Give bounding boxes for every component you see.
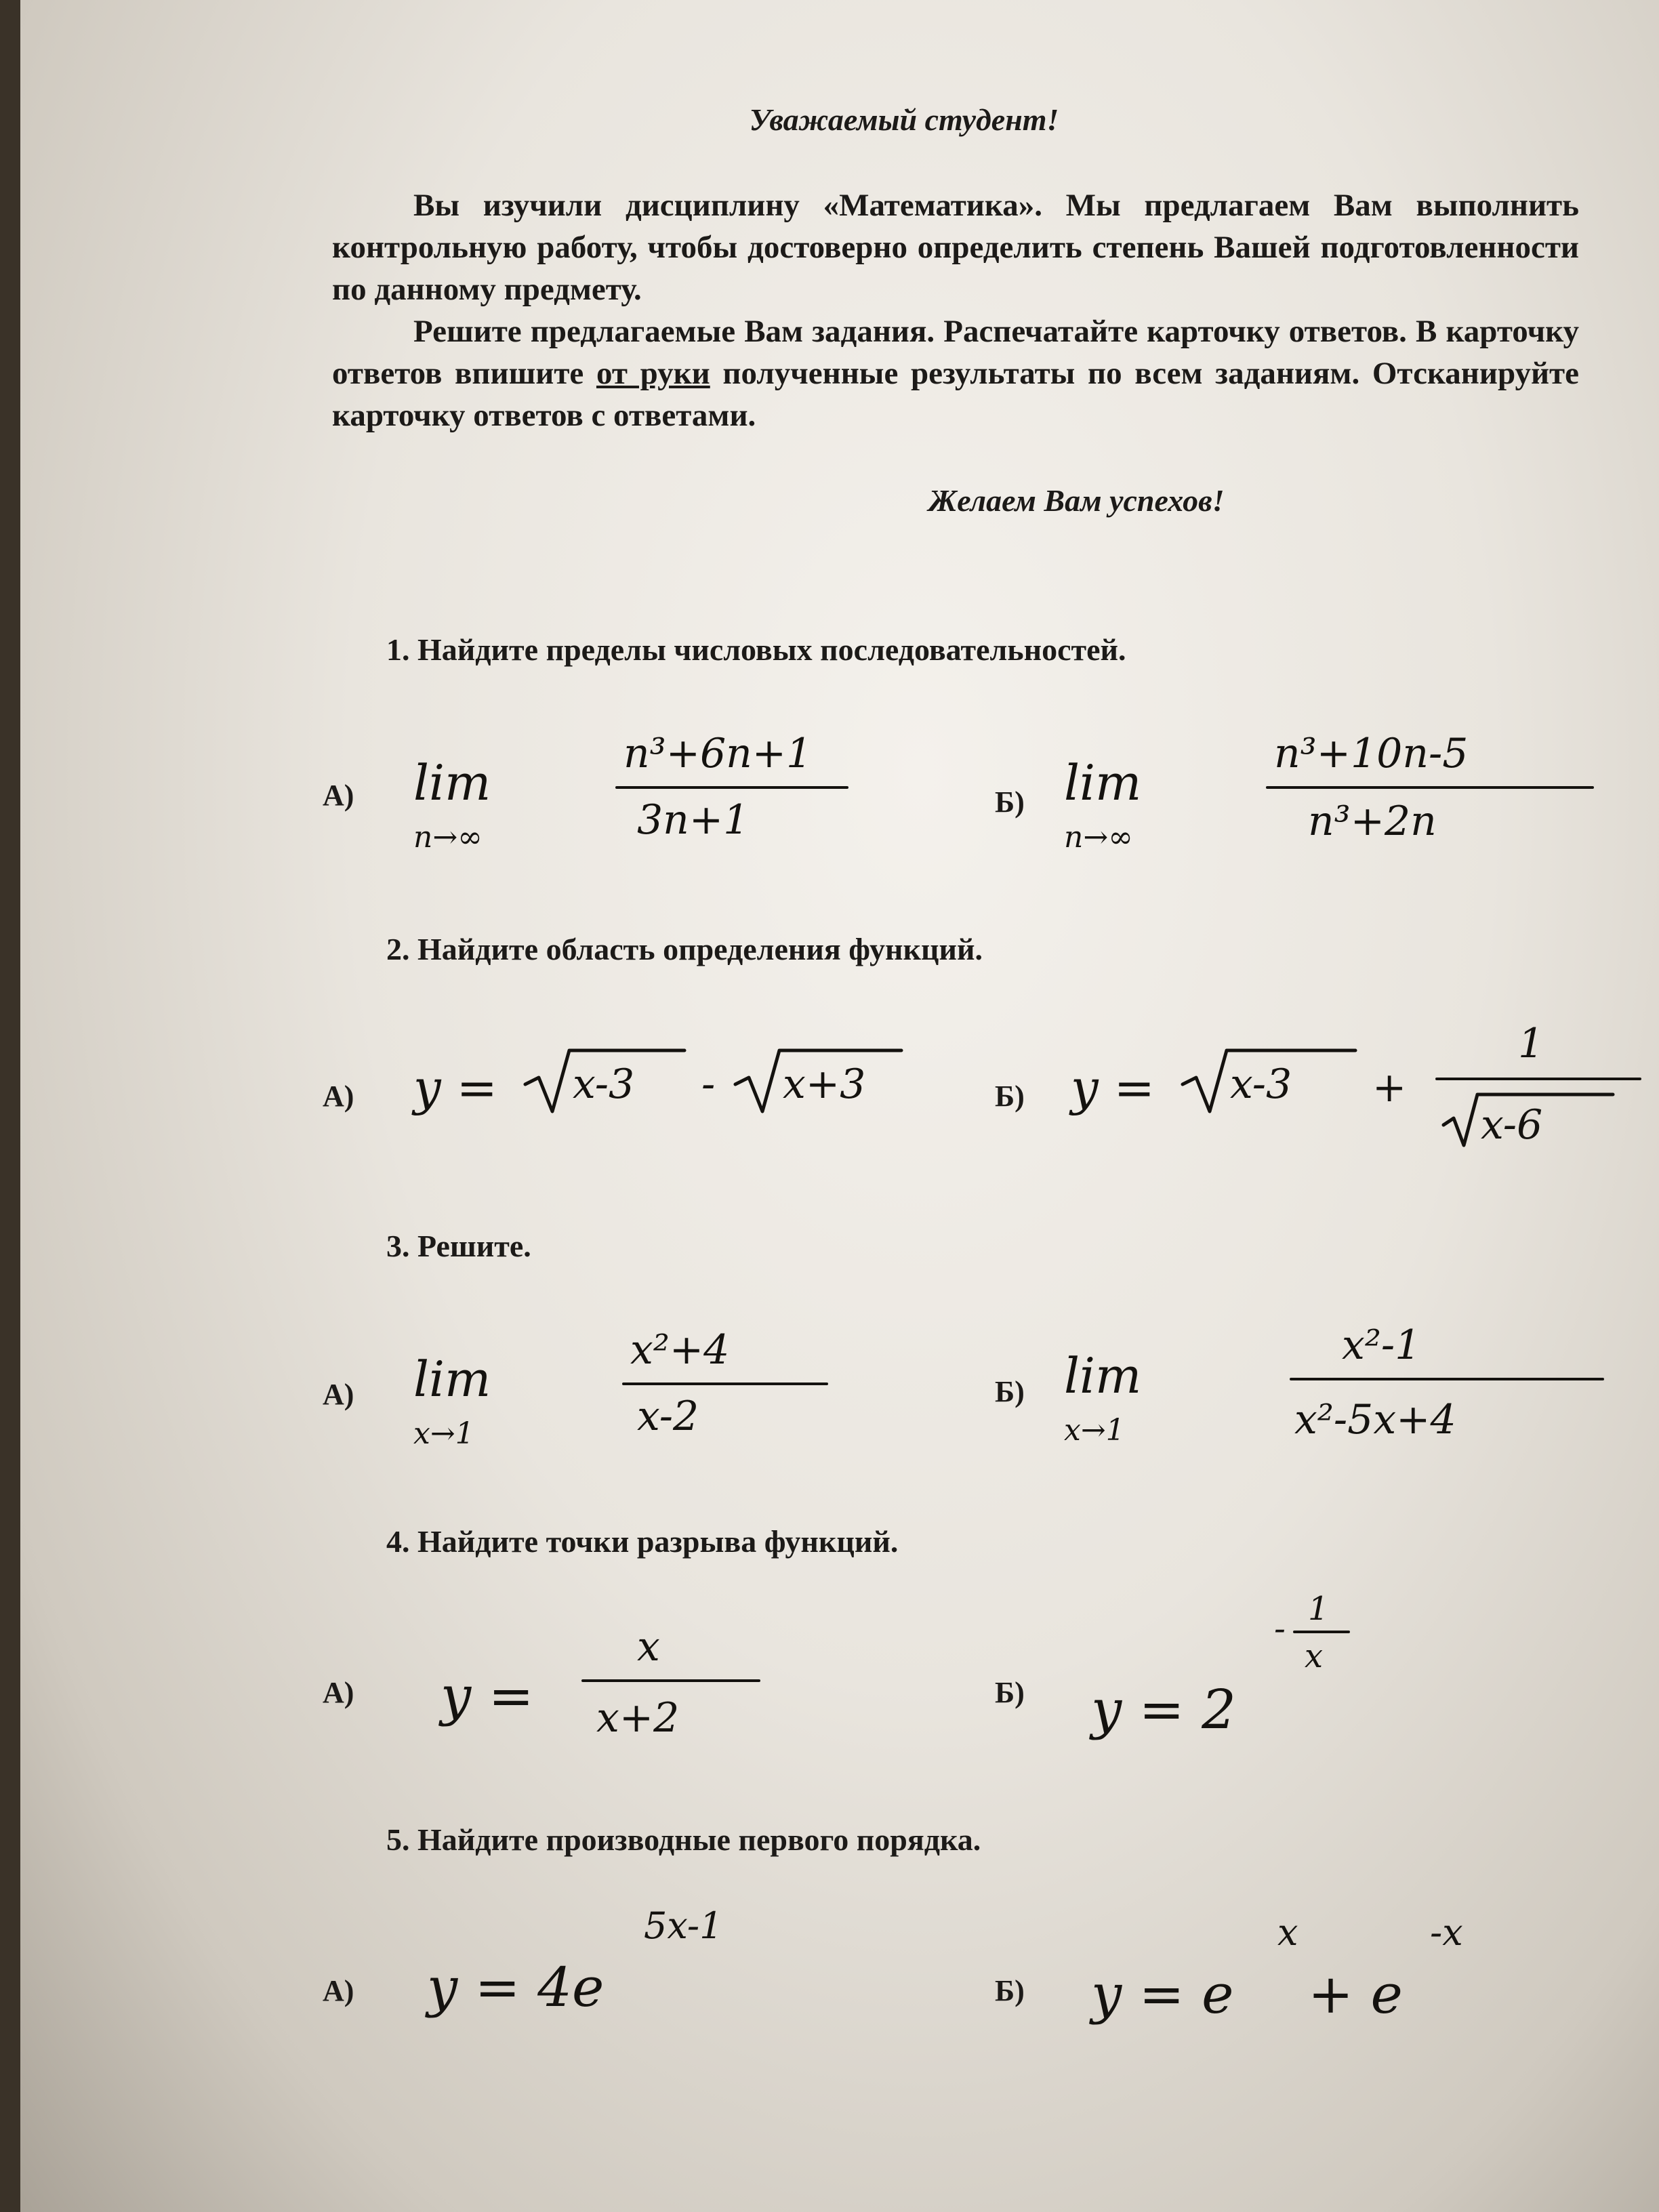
intro-paragraph-1: Вы изучили дисциплину «Математика». Мы предлагаем Вам выполнить контрольную работу, чтобы достоверно определить степень Вашей подготовленности по данному предмету. <box>332 188 1579 307</box>
exponent-denominator: x <box>1305 1637 1324 1675</box>
task-2a-formula <box>400 1037 942 1145</box>
task-2-label-b: Б) <box>995 1080 1025 1113</box>
task-4a-formula <box>427 1613 806 1776</box>
task-5-label-a: А) <box>323 1974 354 2007</box>
task-1b-formula <box>1050 718 1620 861</box>
task-3a-formula <box>400 1322 874 1457</box>
fraction-denominator: x²-5x+4 <box>1294 1396 1456 1443</box>
intro-paragraph-2-start: Решите предлагаемые Вам задания. Распечатайте карточку ответов. В карточку ответов впишите <box>332 314 1579 391</box>
exponent-sign: - <box>1274 1609 1286 1648</box>
intro-paragraph-2-end: полученные результаты по всем заданиям. Отсканируйте карточку ответов с ответами. <box>332 356 1580 433</box>
task-2-label-a: А) <box>323 1080 354 1113</box>
lim-text: lim <box>1064 754 1142 811</box>
task-4b-formula <box>1078 1579 1430 1769</box>
lim-sub: x→1 <box>413 1416 474 1451</box>
lhs-text: y = <box>1071 1059 1155 1116</box>
fraction-denominator: x+2 <box>596 1694 680 1742</box>
task-3-label-b: Б) <box>995 1375 1025 1408</box>
lhs-text: y = e <box>1091 1963 1234 2026</box>
fraction-numerator: x <box>637 1623 660 1671</box>
exponent-numerator: 1 <box>1308 1590 1329 1628</box>
lim-text: lim <box>1064 1347 1142 1404</box>
intro-text <box>332 184 1579 436</box>
page-title: Уважаемый студент! <box>749 102 1059 137</box>
task-5a-formula <box>413 1898 820 2047</box>
radicand-1: x-3 <box>1230 1061 1292 1108</box>
fraction-numerator: x²+4 <box>630 1326 730 1374</box>
wish-text: Желаем Вам успехов! <box>928 483 1225 518</box>
lim-text: lim <box>413 1351 491 1408</box>
exponent-text: 5x-1 <box>644 1904 723 1947</box>
task-1-label-a: А) <box>323 779 354 812</box>
fraction-numerator: n³+10n-5 <box>1274 730 1469 777</box>
fraction-numerator: n³+6n+1 <box>623 730 813 777</box>
lim-sub: n→∞ <box>1064 820 1133 855</box>
operator-plus: + <box>1372 1064 1407 1111</box>
task-4-heading: 4. Найдите точки разрыва функций. <box>386 1524 899 1559</box>
lim-sub: n→∞ <box>413 820 483 855</box>
task-4-label-b: Б) <box>995 1676 1025 1709</box>
radicand-1: x-3 <box>573 1061 635 1108</box>
task-5b-formula <box>1078 1904 1538 2053</box>
task-5-label-b: Б) <box>995 1974 1025 2007</box>
fraction-denominator: x-2 <box>637 1393 699 1440</box>
task-3b-formula <box>1050 1315 1633 1457</box>
intro-paragraph-2 <box>332 310 1579 436</box>
lhs-text: y = <box>413 1059 497 1116</box>
task-1-label-b: Б) <box>995 785 1025 819</box>
fraction-denominator: x-6 <box>1481 1101 1543 1149</box>
exponent-2-text: -x <box>1430 1911 1463 1954</box>
middle-term: + e <box>1308 1963 1403 2026</box>
task-5-heading: 5. Найдите производные первого порядка. <box>386 1822 981 1857</box>
task-1a-formula <box>400 725 874 861</box>
task-4-label-a: А) <box>323 1676 354 1709</box>
task-3-heading: 3. Решите. <box>386 1229 531 1263</box>
fraction-numerator: x²-1 <box>1342 1322 1421 1369</box>
lhs-text: y = <box>441 1664 534 1727</box>
underlined-phrase: от руки <box>596 356 710 391</box>
radicand-2: x+3 <box>783 1061 866 1108</box>
lim-sub: x→1 <box>1064 1413 1125 1448</box>
task-3-label-a: А) <box>323 1378 354 1411</box>
lhs-text: y = 4e <box>427 1956 605 2019</box>
operator-minus: - <box>701 1061 716 1108</box>
task-1-heading: 1. Найдите пределы числовых последовательностей. <box>386 632 1126 667</box>
exponent-1-text: x <box>1277 1911 1298 1954</box>
exam-sheet <box>20 0 1659 2212</box>
task-2b-formula <box>1057 1017 1654 1166</box>
fraction-numerator: 1 <box>1518 1020 1544 1067</box>
fraction-denominator: 3n+1 <box>637 796 750 844</box>
lim-text: lim <box>413 754 491 811</box>
fraction-denominator: n³+2n <box>1308 798 1437 845</box>
lhs-text: y = 2 <box>1091 1678 1236 1741</box>
task-2-heading: 2. Найдите область определения функций. <box>386 932 983 966</box>
